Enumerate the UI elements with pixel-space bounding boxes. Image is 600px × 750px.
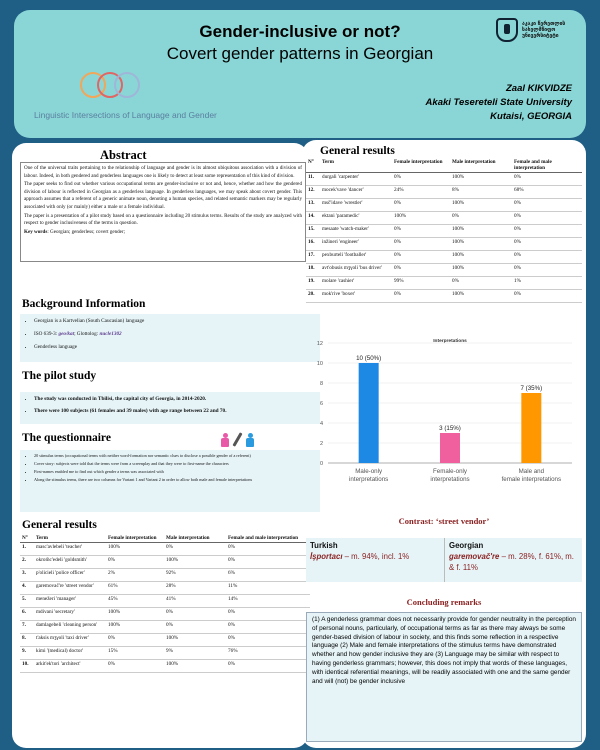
questionnaire-icons	[220, 432, 255, 447]
cell-male: 41%	[164, 595, 226, 608]
questionnaire-item: • Along the stimulus terms, there are two columns for Variant 1 and Variant 2 in order to allow both male and female interpretations	[34, 477, 316, 483]
cell-female: 100%	[106, 621, 164, 634]
table-row	[306, 186, 582, 199]
table-row	[306, 251, 582, 264]
cell-number: 20.	[306, 290, 320, 303]
pilot-list	[20, 392, 320, 424]
table-row	[20, 608, 310, 621]
interpretations-chart	[306, 335, 582, 490]
cell-male: 100%	[450, 264, 512, 277]
table-row	[20, 582, 310, 595]
col-number: N°	[20, 534, 34, 543]
cell-number: 6.	[20, 608, 34, 621]
cell-female: 0%	[392, 290, 450, 303]
pilot-item-1: • The study was conducted in Tbilisi, the capital city of Georgia, in 2014-2020.	[34, 396, 316, 402]
cell-female: 100%	[106, 608, 164, 621]
table-row	[20, 543, 310, 556]
cell-term: inžineri 'engineer'	[320, 238, 392, 251]
background-item-2	[34, 331, 316, 337]
cell-term: okrom̄c'edeli 'goldsmith'	[34, 556, 106, 569]
cell-number: 3.	[20, 569, 34, 582]
cell-term: mocek'vave 'dancer'	[320, 186, 392, 199]
conference-logo-text: Linguistic Intersections of Language and Gender	[34, 110, 217, 120]
results-right-heading: General results	[320, 145, 395, 157]
y-tick-label: 0	[319, 461, 323, 467]
y-tick-label: 12	[316, 341, 323, 347]
author-university: Akaki Tesereteli State University	[425, 97, 572, 108]
results-table-left	[20, 534, 310, 673]
col-male: Male interpretation	[164, 534, 226, 543]
cell-female: 99%	[392, 277, 450, 290]
georgian-word: garemovač're	[449, 552, 500, 561]
cell-male: 100%	[450, 290, 512, 303]
female-person-icon	[220, 433, 230, 447]
glottolog-code-link[interactable]: nucle1302	[99, 331, 122, 337]
table-row	[306, 238, 582, 251]
cell-both: 76%	[226, 647, 310, 660]
chart-title: Interpretations	[433, 339, 467, 344]
cell-female: 0%	[392, 251, 450, 264]
poster-title: Gender-inclusive or not?	[199, 22, 401, 41]
cell-number: 19.	[306, 277, 320, 290]
cell-number: 11.	[306, 173, 320, 186]
cell-both: 0%	[226, 543, 310, 556]
cell-both: 1%	[512, 277, 582, 290]
pilot-heading: The pilot study	[22, 370, 97, 382]
cell-term: mok'rive 'boxer'	[320, 290, 392, 303]
background-item-3: • Genderless language	[34, 344, 316, 350]
cell-number: 17.	[306, 251, 320, 264]
keywords-label: Key words	[24, 228, 48, 235]
background-heading: Background Information	[22, 298, 146, 310]
x-tick-label: interpretations	[349, 476, 389, 483]
cell-female: 45%	[106, 595, 164, 608]
cell-both: 0%	[512, 290, 582, 303]
male-person-icon	[245, 433, 255, 447]
cell-term: garemovač're 'street vendor'	[34, 582, 106, 595]
cell-male: 0%	[164, 608, 226, 621]
table-row	[306, 264, 582, 277]
cell-both: 0%	[226, 556, 310, 569]
table-row	[20, 595, 310, 608]
chart-svg	[306, 335, 582, 490]
cell-term: mesaate 'watch-maker'	[320, 225, 392, 238]
cell-number: 10.	[20, 660, 34, 673]
cell-female: 100%	[106, 543, 164, 556]
y-tick-label: 10	[316, 361, 323, 367]
turkish-word: İşportacı	[310, 552, 343, 561]
cell-female: 24%	[392, 186, 450, 199]
cell-number: 13.	[306, 199, 320, 212]
questionnaire-list	[20, 450, 320, 512]
table-row	[20, 660, 310, 673]
questionnaire-item: • 20 stimulus terms (occupational terms with neither word-formation nor semantic clues to disclose a possible gender of a referent)	[34, 453, 316, 459]
cell-female: 0%	[106, 556, 164, 569]
cell-female: 0%	[392, 225, 450, 238]
cell-both: 0%	[512, 199, 582, 212]
cell-term: ektani 'paramedic'	[320, 212, 392, 225]
cell-term: t'aksis mʒγoli 'taxi driver'	[34, 634, 106, 647]
table-row	[306, 212, 582, 225]
cell-male: 0%	[164, 621, 226, 634]
results-left-heading: General results	[22, 519, 97, 531]
cell-both: 6%	[226, 569, 310, 582]
cell-female: 0%	[392, 199, 450, 212]
cell-term: durgali 'carpenter'	[320, 173, 392, 186]
cell-male: 8%	[450, 186, 512, 199]
questionnaire-item: • Cover story: subjects were told that the terms were from a screenplay and that they were to first-name the characters	[34, 461, 316, 467]
contrast-box	[306, 538, 582, 582]
cell-both: 14%	[226, 595, 310, 608]
cell-male: 100%	[450, 173, 512, 186]
background-item-1: • Georgian is a Kartvelian (South Caucasian) language	[34, 318, 316, 324]
cell-number: 18.	[306, 264, 320, 277]
bar	[440, 433, 460, 463]
contrast-georgian	[444, 538, 582, 582]
cell-both: 0%	[226, 660, 310, 673]
table-row	[20, 621, 310, 634]
abstract-box	[20, 162, 306, 262]
cell-number: 12.	[306, 186, 320, 199]
contrast-heading: Contrast: ‘street vendor’	[398, 516, 490, 526]
table-row	[306, 225, 582, 238]
cell-both: 0%	[512, 264, 582, 277]
cell-female: 61%	[106, 582, 164, 595]
data-label: 10 (50%)	[356, 355, 382, 362]
cell-female: 2%	[106, 569, 164, 582]
cell-male: 100%	[164, 556, 226, 569]
cell-both: 0%	[512, 251, 582, 264]
col-female: Female interpretation	[392, 158, 450, 173]
cell-female: 0%	[392, 173, 450, 186]
cell-male: 28%	[164, 582, 226, 595]
y-tick-label: 4	[319, 421, 323, 427]
keywords-text: : Georgian; genderless; covert gender;	[47, 228, 126, 235]
cell-female: 0%	[106, 660, 164, 673]
cell-female: 0%	[392, 264, 450, 277]
cell-number: 1.	[20, 543, 34, 556]
cell-female: 15%	[106, 647, 164, 660]
cell-male: 9%	[164, 647, 226, 660]
poster-subtitle: Covert gender patterns in Georgian	[166, 44, 434, 63]
cell-both: 0%	[226, 634, 310, 647]
cell-both: 0%	[512, 212, 582, 225]
cell-term: pexburteli 'footballer'	[320, 251, 392, 264]
col-both: Female and male interpretation	[226, 534, 310, 543]
data-label: 3 (15%)	[439, 425, 461, 432]
questionnaire-item: • First-names enabled me to find out which gender a terms was associated with	[34, 469, 316, 475]
cell-male: 100%	[450, 225, 512, 238]
table-row	[306, 199, 582, 212]
table-row	[20, 556, 310, 569]
cell-male: 92%	[164, 569, 226, 582]
col-number: N°	[306, 158, 320, 173]
logo-ring-blue	[114, 72, 140, 98]
conclusion-text: (1) A genderless grammar does not necessarily provide for gender neutrality in the perception of personal nouns, particularly, of occupational terms as far as there may always be some gender-based division of labour in society, and this finds some reflection in a respective language (2) Male and female interpretations of the stimulus terms have demonstrated whether and how gender inclusive they are (3) Language may be similar with respect to having genderless grammars; however, this does not imply that words of these languages, with identical referential meanings, will be readily associated with one and the same gender and will (not) be gender inclusive	[306, 612, 582, 742]
questionnaire-heading: The questionnaire	[22, 432, 111, 444]
data-label: 7 (35%)	[520, 385, 543, 392]
cell-both: 68%	[512, 186, 582, 199]
cell-male: 0%	[450, 212, 512, 225]
cell-term: p'olicieli 'police officer'	[34, 569, 106, 582]
cell-number: 15.	[306, 225, 320, 238]
contrast-turkish	[306, 538, 444, 582]
university-emblem-icon	[496, 18, 518, 42]
university-logo	[496, 18, 578, 42]
cell-male: 0%	[164, 543, 226, 556]
abstract-paragraph-1: One of the universal traits pertaining to the relationship of language and gender is its almost ubiquitous association with a division of labour. Indeed, in both gendered and genderless languages one is likely to detect at least some representation of this kind of division.	[24, 165, 302, 179]
results-table-right	[306, 158, 582, 303]
author-location: Kutaisi, GEORGIA	[490, 111, 572, 122]
x-tick-label: Male-only	[355, 468, 383, 475]
cell-term: arkit'ek'tori 'architect'	[34, 660, 106, 673]
cell-term: masc'avlebeli 'teacher'	[34, 543, 106, 556]
table-row	[20, 647, 310, 660]
cell-both: 0%	[512, 238, 582, 251]
iso-code-link[interactable]: geo/kat	[58, 331, 75, 337]
cell-term: avt'obusis mʒγoli 'bus driver'	[320, 264, 392, 277]
pilot-item-2: • There were 100 subjects (61 females and 39 males) with age range between 22 and 70.	[34, 408, 316, 414]
cell-number: 8.	[20, 634, 34, 647]
cell-term: msč'idave 'wrestler'	[320, 199, 392, 212]
georgian-stats: – m. 28%, f. 61%, m. & f. 11%	[449, 552, 574, 572]
cell-male: 0%	[450, 277, 512, 290]
conclusion-heading: Concluding remarks	[406, 597, 482, 607]
x-tick-label: Male and	[518, 468, 545, 475]
background-list	[20, 314, 320, 362]
cell-male: 100%	[164, 634, 226, 647]
cell-male: 100%	[450, 251, 512, 264]
y-tick-label: 8	[319, 381, 323, 387]
cell-term: mdivani 'secretary'	[34, 608, 106, 621]
cell-female: 0%	[106, 634, 164, 647]
x-tick-label: Female-only	[432, 468, 468, 475]
x-tick-label: female interpretations	[501, 476, 562, 483]
y-tick-label: 2	[319, 441, 323, 447]
cell-term: damlagebeli 'cleaning person'	[34, 621, 106, 634]
cell-number: 7.	[20, 621, 34, 634]
cell-both: 11%	[226, 582, 310, 595]
col-term: Term	[320, 158, 392, 173]
abstract-paragraph-2: The paper seeks to find out whether various occupational terms are gender-inclusive or not and, hence, whether and how the gendered division of labour is reflected in Georgian as a genderless language. In genderless languages, we may speak about covert gender. This approach assumes that a referent of a generic animate noun, denoting a human species, and related semantic markers may be regularly associated with only (or mainly) either a male or a female individual.	[24, 181, 302, 210]
turkish-label: Turkish	[310, 541, 338, 550]
cell-male: 100%	[164, 660, 226, 673]
table-row	[306, 173, 582, 186]
university-logo-text: აკაკი წერეთლის სახელმწიფო უნივერსიტეტი	[522, 21, 566, 39]
abstract-heading: Abstract	[100, 148, 147, 162]
table-row	[20, 634, 310, 647]
cell-both: 0%	[226, 621, 310, 634]
col-male: Male interpretation	[450, 158, 512, 173]
cell-number: 2.	[20, 556, 34, 569]
abstract-keywords	[24, 229, 302, 237]
table-row	[20, 569, 310, 582]
cell-female: 0%	[392, 238, 450, 251]
cell-male: 100%	[450, 238, 512, 251]
cell-number: 16.	[306, 238, 320, 251]
bar	[359, 363, 379, 463]
cell-number: 5.	[20, 595, 34, 608]
col-both: Female and male interpretation	[512, 158, 582, 173]
y-tick-label: 6	[319, 401, 323, 407]
cell-both: 0%	[226, 608, 310, 621]
x-tick-label: interpretations	[430, 476, 470, 483]
georgian-label: Georgian	[449, 541, 484, 550]
col-term: Term	[34, 534, 106, 543]
cell-female: 100%	[392, 212, 450, 225]
cell-number: 9.	[20, 647, 34, 660]
pen-icon	[232, 432, 242, 446]
cell-both: 0%	[512, 173, 582, 186]
cell-term: menežeri 'manager'	[34, 595, 106, 608]
iso-label: ISO 639-3:	[34, 331, 59, 337]
glottolog-label: ; Glottolog:	[74, 331, 100, 337]
cell-term: kimi '(medical) doctor'	[34, 647, 106, 660]
col-female: Female interpretation	[106, 534, 164, 543]
table-row	[306, 277, 582, 290]
cell-number: 14.	[306, 212, 320, 225]
turkish-stats: – m. 94%, incl. 1%	[342, 552, 410, 561]
author-block	[426, 82, 572, 124]
author-name: Zaal KIKVIDZE	[506, 83, 572, 94]
bar	[521, 393, 541, 463]
cell-male: 100%	[450, 199, 512, 212]
cell-number: 4.	[20, 582, 34, 595]
cell-both: 0%	[512, 225, 582, 238]
abstract-paragraph-3: The paper is a presentation of a pilot study based on a questionnaire including 20 stimulus terms. Results of the study are analyzed with respect to gender inclusiveness of the terms in question.	[24, 212, 302, 227]
cell-term: molare 'cashier'	[320, 277, 392, 290]
table-row	[306, 290, 582, 303]
